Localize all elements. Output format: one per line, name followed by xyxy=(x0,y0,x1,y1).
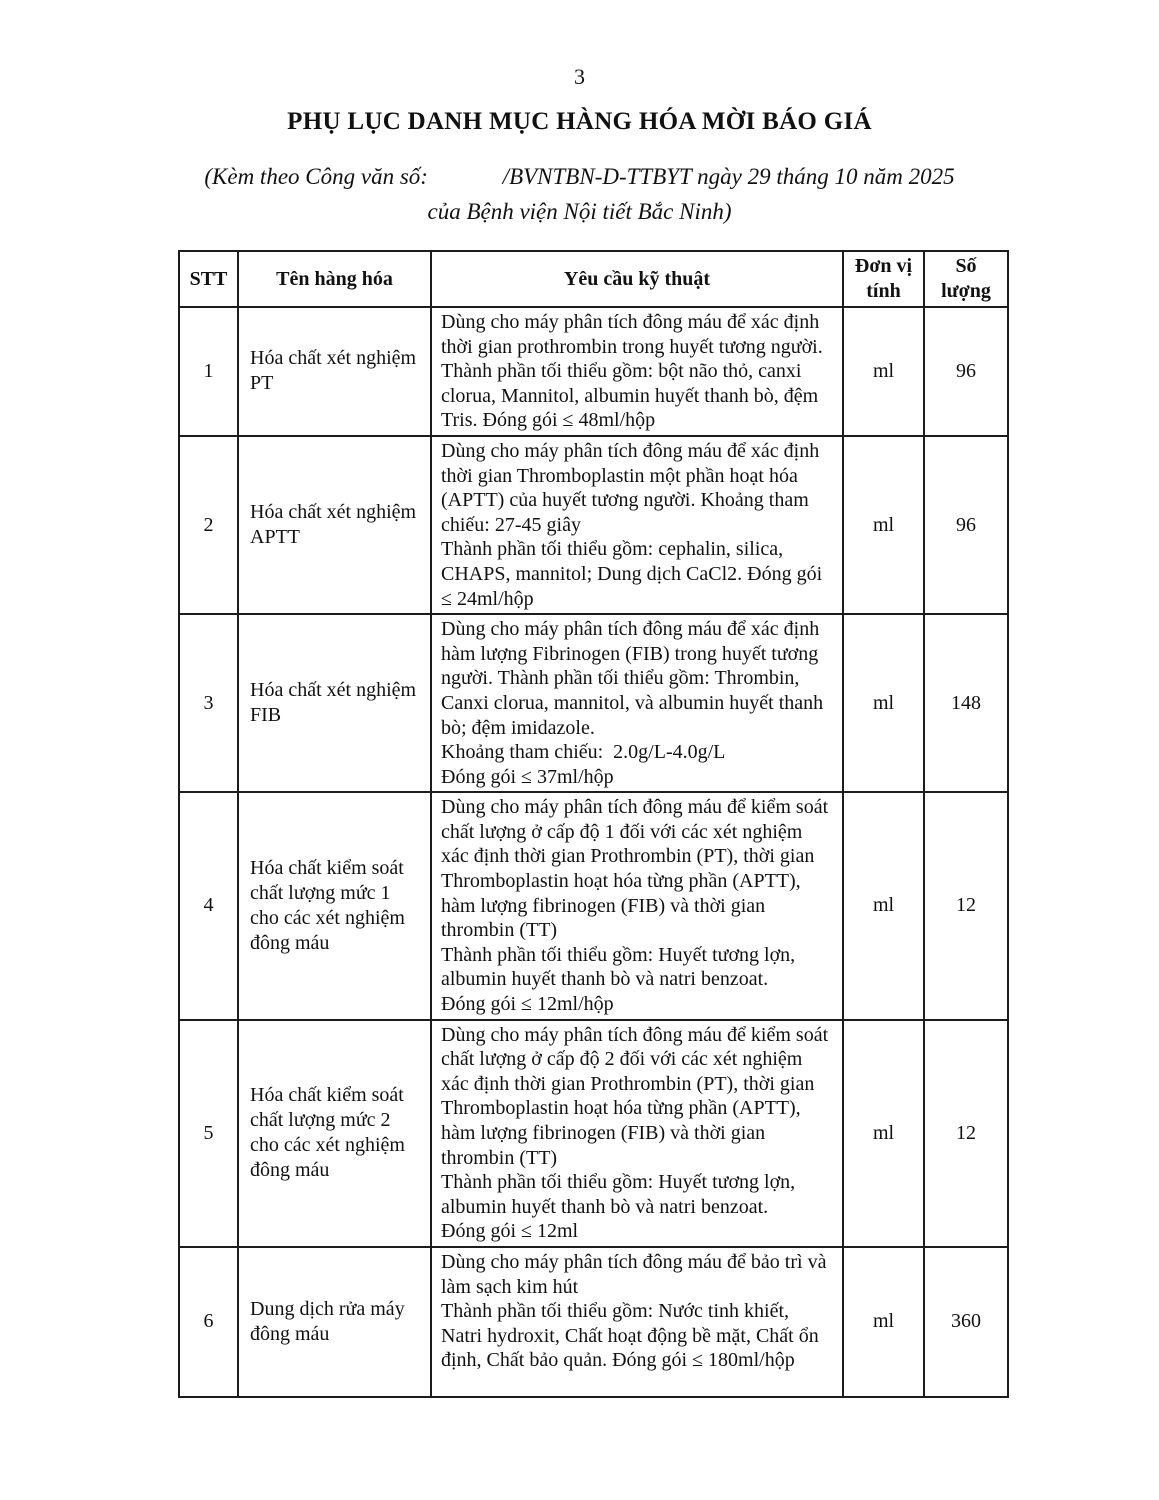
column-header-stt: STT xyxy=(179,251,238,307)
row-unit: ml xyxy=(843,792,924,1019)
row-item-name: Hóa chất xét nghiệm APTT xyxy=(238,436,431,614)
row-item-name: Hóa chất xét nghiệm PT xyxy=(238,307,431,436)
row-quantity: 96 xyxy=(924,307,1008,436)
spec-paragraph: Dùng cho máy phân tích đông máu để kiểm soát chất lượng ở cấp độ 2 đối với các xét nghiệm xác định thời gian Prothrombin (PT), thời gian Thromboplastin hoạt hóa từng phần (APTT), hàm lượng fibrinogen (FIB) và thời gian thrombin (TT) xyxy=(441,1023,829,1169)
table-row xyxy=(179,614,1008,792)
row-quantity: 12 xyxy=(924,1020,1008,1247)
row-item-name: Hóa chất kiểm soát chất lượng mức 1 cho các xét nghiệm đông máu xyxy=(238,792,431,1019)
row-unit: ml xyxy=(843,1247,924,1397)
spec-paragraph: Thành phần tối thiểu gồm: Huyết tương lợn, albumin huyết thanh bò và natri benzoat. xyxy=(441,1171,796,1218)
row-unit: ml xyxy=(843,436,924,614)
document-subtitle-line2: của Bệnh viện Nội tiết Bắc Ninh) xyxy=(427,199,732,224)
row-unit: ml xyxy=(843,1020,924,1247)
spec-paragraph: Dùng cho máy phân tích đông máu để xác định thời gian prothrombin trong huyết tương người. Thành phần tối thiểu gồm: bột não thỏ, canxi clorua, Mannitol, albumin huyết thanh bò, đệm Tris. Đóng gói ≤ 48ml/hộp xyxy=(441,311,823,432)
spec-paragraph: Dùng cho máy phân tích đông máu để xác định hàm lượng Fibrinogen (FIB) trong huyết tương người. Thành phần tối thiểu gồm: Thrombin, Canxi clorua, mannitol, và albumin huyết thanh bò; đệm imidazole. xyxy=(441,618,824,739)
row-stt: 5 xyxy=(179,1020,238,1247)
spec-paragraph: Dùng cho máy phân tích đông máu để bảo trì và làm sạch kim hút xyxy=(441,1250,827,1298)
row-item-name: Dung dịch rửa máy đông máu xyxy=(238,1247,431,1397)
row-item-name: Hóa chất kiểm soát chất lượng mức 2 cho các xét nghiệm đông máu xyxy=(238,1020,431,1247)
row-quantity: 12 xyxy=(924,792,1008,1019)
row-stt: 3 xyxy=(179,614,238,792)
column-header-so-luong: Số lượng xyxy=(924,251,1008,307)
row-stt: 1 xyxy=(179,307,238,436)
table-row xyxy=(179,1247,1008,1397)
table-row xyxy=(179,1020,1008,1247)
row-spec xyxy=(431,436,843,614)
spec-paragraph: Dùng cho máy phân tích đông máu để kiểm soát chất lượng ở cấp độ 1 đối với các xét nghiệm xác định thời gian Prothrombin (PT), thời gian Thromboplastin hoạt hóa từng phần (APTT), hàm lượng fibrinogen (FIB) và thời gian thrombin (TT) xyxy=(441,796,829,942)
spec-paragraph: Thành phần tối thiểu gồm: Nước tinh khiết, Natri hydroxit, Chất hoạt động bề mặt, Chất ổn định, Chất bảo quản. Đóng gói ≤ 180ml/hộp xyxy=(441,1300,819,1372)
spec-paragraph: Đóng gói ≤ 37ml/hộp xyxy=(441,765,614,788)
table-row xyxy=(179,792,1008,1019)
document-title: PHỤ LỤC DANH MỤC HÀNG HÓA MỜI BÁO GIÁ xyxy=(287,108,872,135)
row-quantity: 360 xyxy=(924,1247,1008,1397)
page-number: 3 xyxy=(574,64,585,89)
row-spec xyxy=(431,1247,843,1397)
spec-paragraph: Thành phần tối thiểu gồm: cephalin, silica, CHAPS, mannitol; Dung dịch CaCl2. Đóng gói ≤ 24ml/hộp xyxy=(441,538,823,610)
spec-paragraph: Dùng cho máy phân tích đông máu để xác định thời gian Thromboplastin một phần hoạt hóa (APTT) của huyết tương người. Khoảng tham chiếu: 27-45 giây xyxy=(441,439,820,536)
table-row xyxy=(179,436,1008,614)
row-unit: ml xyxy=(843,307,924,436)
row-spec xyxy=(431,614,843,792)
spec-paragraph: Đóng gói ≤ 12ml xyxy=(441,1220,579,1243)
row-stt: 6 xyxy=(179,1247,238,1397)
spec-paragraph: Đóng gói ≤ 12ml/hộp xyxy=(441,993,614,1016)
row-unit: ml xyxy=(843,614,924,792)
goods-table xyxy=(178,250,1009,1398)
row-spec xyxy=(431,1020,843,1247)
document-subtitle-line1: (Kèm theo Công văn số: /BVNTBN-D-TTBYT ngày 29 tháng 10 năm 2025 xyxy=(204,164,955,189)
row-stt: 2 xyxy=(179,436,238,614)
table-row xyxy=(179,307,1008,436)
row-quantity: 96 xyxy=(924,436,1008,614)
row-quantity: 148 xyxy=(924,614,1008,792)
spec-paragraph: Thành phần tối thiểu gồm: Huyết tương lợn, albumin huyết thanh bò và natri benzoat. xyxy=(441,943,796,991)
table-header-row xyxy=(179,251,1008,307)
spec-paragraph: Khoảng tham chiếu: 2.0g/L-4.0g/L xyxy=(441,741,726,764)
row-stt: 4 xyxy=(179,792,238,1019)
row-spec xyxy=(431,792,843,1019)
row-spec xyxy=(431,307,843,436)
row-item-name: Hóa chất xét nghiệm FIB xyxy=(238,614,431,792)
column-header-yeu-cau-ky-thuat: Yêu cầu kỹ thuật xyxy=(431,251,843,307)
column-header-don-vi-tinh: Đơn vị tính xyxy=(843,251,924,307)
column-header-ten-hang-hoa: Tên hàng hóa xyxy=(238,251,431,307)
